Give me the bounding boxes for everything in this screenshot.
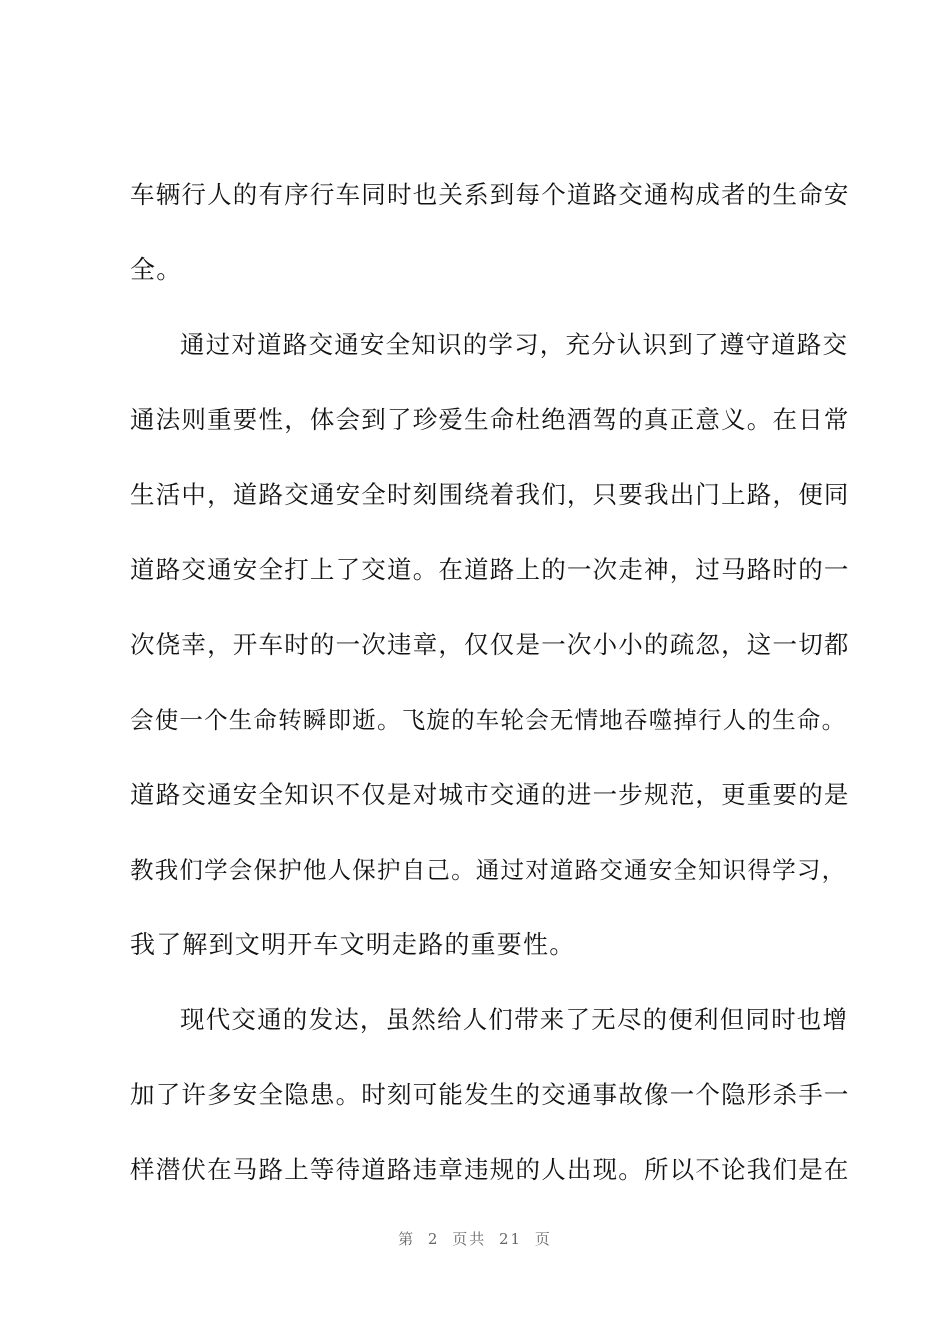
text-line: 次侥幸，开车时的一次违章，仅仅是一次小小的疏忽，这一切都 (130, 630, 850, 659)
paragraph-first-line: 现代交通的发达，虽然给人们带来了无尽的便利但同时也增 (180, 1005, 849, 1034)
text-line: 车辆行人的有序行车同时也关系到每个道路交通构成者的生命安 (130, 180, 850, 209)
text-line: 教我们学会保护他人保护自己。通过对道路交通安全知识得学习， (130, 856, 847, 884)
text-line: 会使一个生命转瞬即逝。飞旋的车轮会无情地吞噬掉行人的生命。 (130, 706, 847, 734)
text-line: 道路交通安全打上了交道。在道路上的一次走神，过马路时的一 (130, 555, 850, 584)
text-line: 道路交通安全知识不仅是对城市交通的进一步规范，更重要的是 (130, 780, 850, 809)
paragraph-first-line: 通过对道路交通安全知识的学习，充分认识到了遵守道路交 (180, 330, 849, 359)
page-number-footer: 第 2 页共 21 页 (398, 1230, 552, 1248)
text-line: 全。 (130, 255, 183, 284)
text-line: 通法则重要性，体会到了珍爱生命杜绝酒驾的真正意义。在日常 (130, 405, 850, 434)
text-line: 生活中，道路交通安全时刻围绕着我们，只要我出门上路，便同 (130, 480, 850, 509)
text-line: 我了解到文明开车文明走路的重要性。 (130, 930, 576, 959)
text-line: 加了许多安全隐患。时刻可能发生的交通事故像一个隐形杀手一 (130, 1080, 850, 1109)
text-line: 样潜伏在马路上等待道路违章违规的人出现。所以不论我们是在 (130, 1155, 850, 1184)
